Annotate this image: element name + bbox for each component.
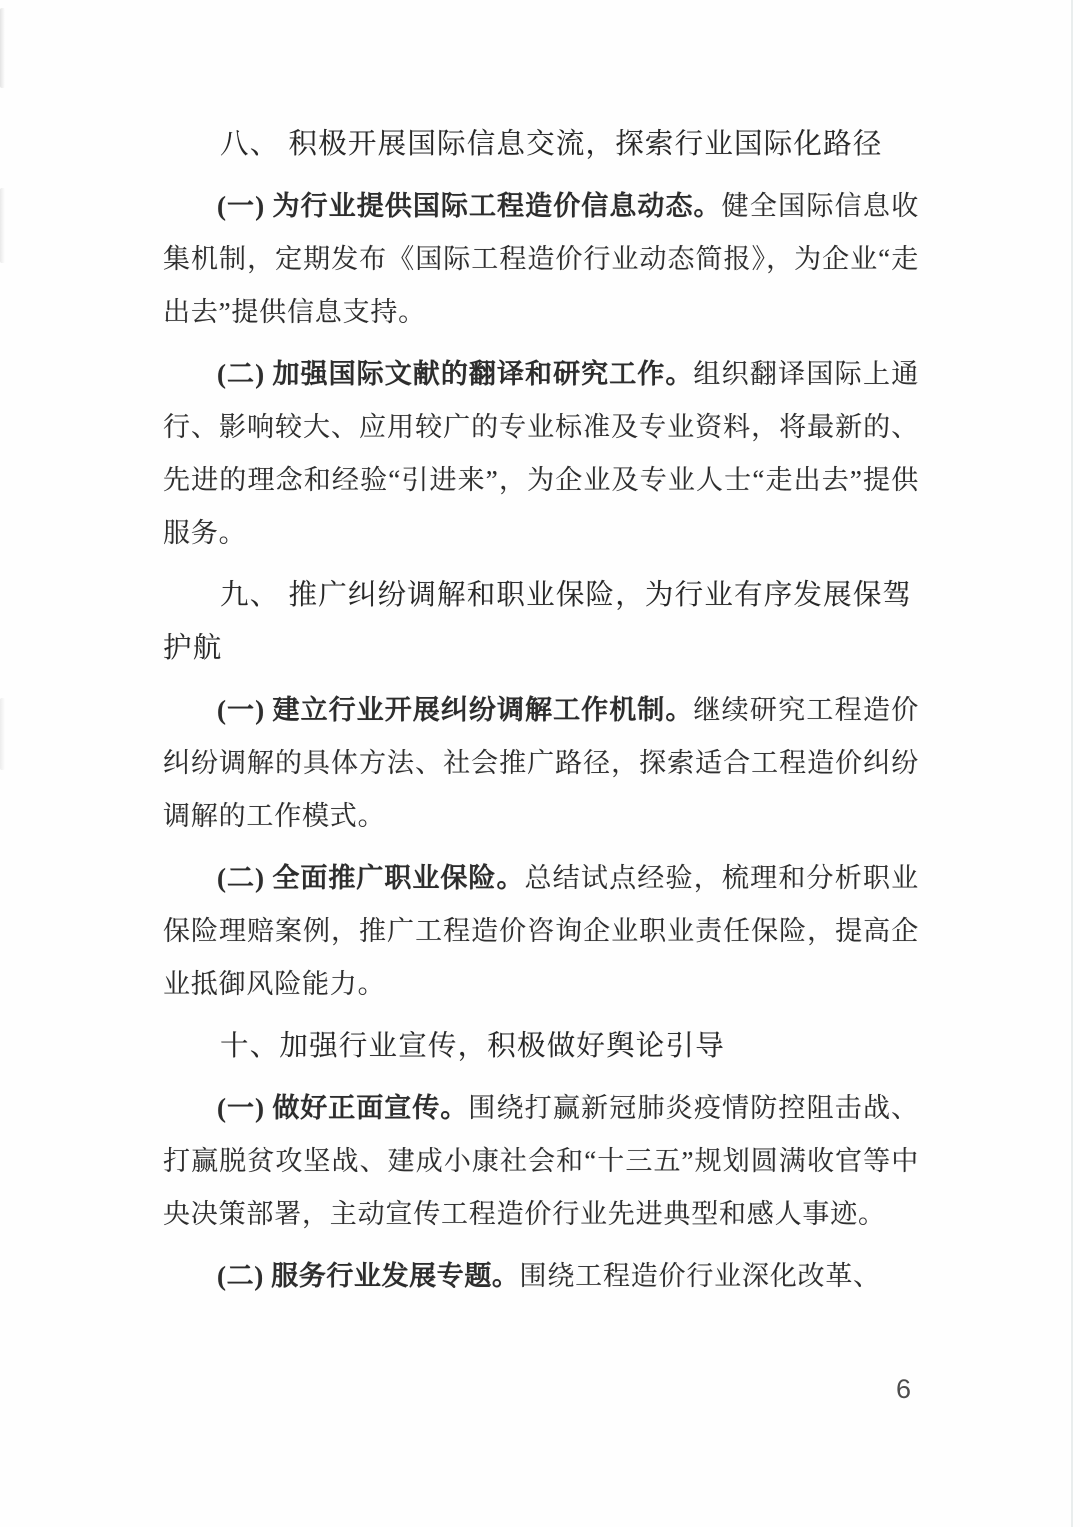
section-item: [163, 1082, 919, 1241]
item-body: 围绕工程造价行业深化改革、: [519, 1261, 881, 1291]
item-lead: (一) 为行业提供国际工程造价信息动态。: [217, 191, 722, 221]
item-body: 围绕打赢新冠肺炎疫情防控阻击战、打赢脱贫攻坚战、建成小康社会和“十三五”规划圆满收官等中央决策部署，主动宣传工程造价行业先进典型和感人事迹。: [163, 1093, 919, 1229]
item-lead: (二) 加强国际文献的翻译和研究工作。: [217, 359, 694, 389]
page-number: 6: [896, 1374, 912, 1404]
section-heading: 十、加强行业宣传，积极做好舆论引导: [220, 1030, 725, 1062]
item-body: 总结试点经验，梳理和分析职业保险理赔案例，推广工程造价咨询企业职业责任保险，提高企业抵御风险能力。: [163, 863, 919, 999]
section-heading: 八、 积极开展国际信息交流，探索行业国际化路径: [220, 128, 883, 160]
item-body: 组织翻译国际上通行、影响较大、应用较广的专业标准及专业资料，将最新的、先进的理念和经验“引进来”，为企业及专业人士“走出去”提供服务。: [163, 359, 919, 548]
scan-artifact: [0, 188, 5, 263]
item-lead: (二) 全面推广职业保险。: [217, 863, 525, 893]
scan-edge-line: [1071, 0, 1073, 1527]
item-body: 健全国际信息收集机制，定期发布《国际工程造价行业动态简报》，为企业“走出去”提供信息支持。: [163, 191, 919, 327]
item-lead: (二) 服务行业发展专题。: [217, 1261, 520, 1291]
section-item: [163, 684, 919, 843]
item-lead: (一) 建立行业开展纠纷调解工作机制。: [217, 695, 694, 725]
item-body: 继续研究工程造价纠纷调解的具体方法、社会推广路径，探索适合工程造价纠纷调解的工作模式。: [163, 695, 919, 831]
section-item: [163, 180, 919, 339]
section-heading: 九、 推广纠纷调解和职业保险，为行业有序发展保驾护航: [163, 579, 913, 664]
scan-artifact: [0, 8, 5, 88]
section-item: [163, 852, 919, 1011]
document-body: [163, 118, 919, 1312]
item-lead: (一) 做好正面宣传。: [217, 1093, 469, 1123]
section-item: [163, 1250, 919, 1303]
section-item: [163, 348, 919, 560]
scan-artifact: [0, 698, 5, 770]
